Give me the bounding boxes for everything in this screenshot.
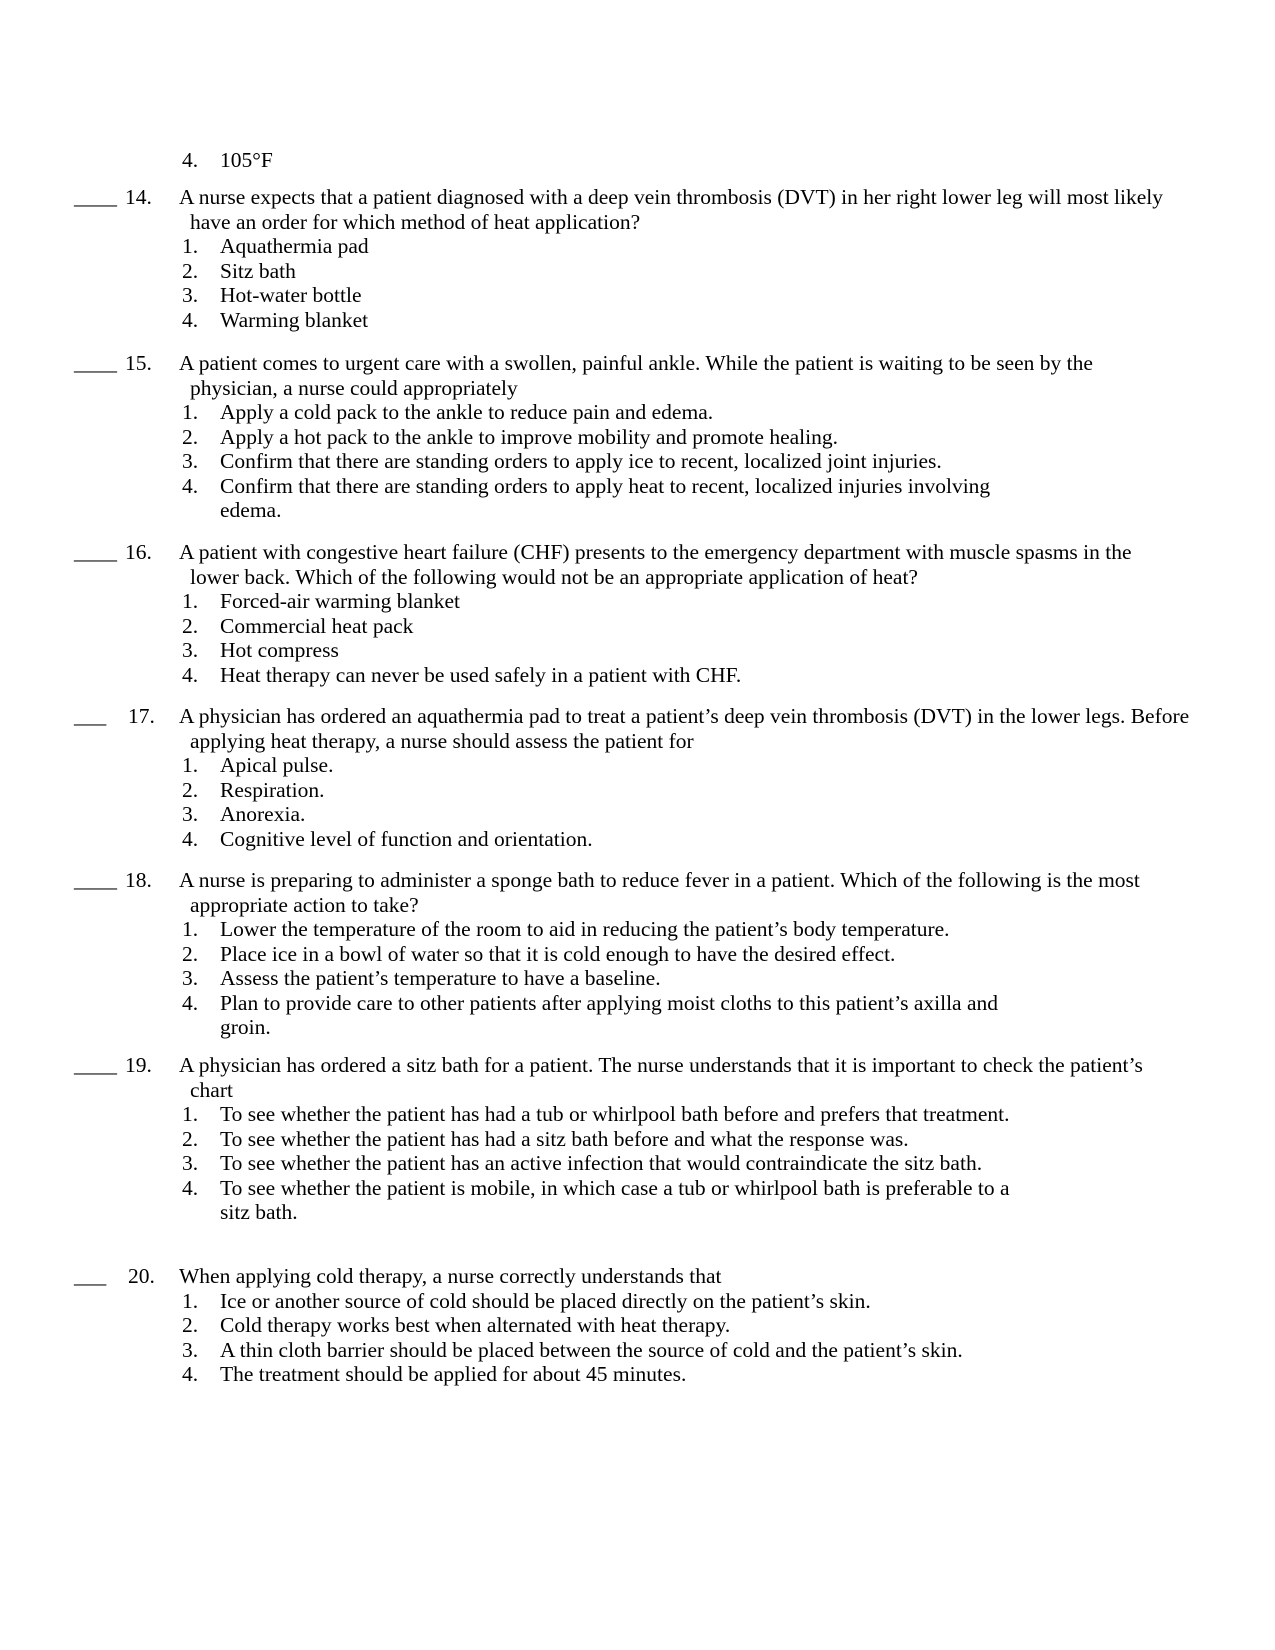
- option-list: [182, 400, 1042, 523]
- answer-blank[interactable]: ___: [74, 1264, 107, 1288]
- option-text: Confirm that there are standing orders to apply ice to recent, localized joint injuries.: [220, 449, 942, 473]
- option: [182, 259, 1042, 284]
- option: [182, 1362, 1042, 1387]
- option: [182, 1338, 1042, 1363]
- option-list: [182, 1102, 1042, 1225]
- option-number: 3.: [182, 283, 199, 307]
- option-number: 1.: [182, 1102, 199, 1126]
- option-number: 3.: [182, 449, 199, 473]
- option-number: 3.: [182, 802, 199, 826]
- option: [182, 663, 1042, 688]
- option: [182, 148, 1182, 173]
- answer-blank[interactable]: ____: [74, 351, 117, 375]
- option-text: Forced-air warming blanket: [220, 589, 460, 613]
- question-number: 14.: [125, 185, 152, 209]
- option-text: To see whether the patient is mobile, in which case a tub or whirlpool bath is preferable to a sitz bath.: [220, 1175, 1010, 1224]
- option-text: Cognitive level of function and orientation.: [220, 826, 593, 851]
- question-stem: A nurse is preparing to administer a sponge bath to reduce fever in a patient. Which of the following is the most appropriate action to take?: [179, 868, 1140, 917]
- option: [182, 827, 1042, 852]
- question-16: [0, 540, 1240, 687]
- option-list: [182, 753, 1042, 851]
- option-text: Anorexia.: [220, 802, 306, 826]
- option-text: Sitz bath: [220, 258, 296, 283]
- option-text: Apply a hot pack to the ankle to improve mobility and promote healing.: [220, 424, 838, 449]
- option-number: 2.: [182, 941, 199, 966]
- option: [182, 234, 1042, 259]
- option-number: 1.: [182, 589, 199, 613]
- question-stem: A physician has ordered a sitz bath for a patient. The nurse understands that it is important to check the patient’s chart: [179, 1053, 1143, 1102]
- option-number: 3.: [182, 966, 199, 990]
- question-number: 20.: [128, 1264, 155, 1288]
- answer-blank[interactable]: ____: [74, 540, 117, 564]
- option-list: [182, 589, 1042, 687]
- option-text: To see whether the patient has had a sitz bath before and what the response was.: [220, 1126, 909, 1151]
- answer-blank[interactable]: ___: [74, 704, 107, 728]
- option-number: 4.: [182, 1362, 199, 1386]
- option-number: 2.: [182, 424, 199, 449]
- option-number: 2.: [182, 1313, 199, 1337]
- option: [182, 1176, 1042, 1225]
- option-text: Hot compress: [220, 638, 339, 662]
- option-number: 4.: [182, 307, 199, 332]
- option-text: Plan to provide care to other patients after applying moist cloths to this patient’s axilla and groin.: [220, 990, 998, 1039]
- question-stem: A patient comes to urgent care with a swollen, painful ankle. While the patient is waiting to be seen by the physician, a nurse could appropriately: [179, 351, 1093, 400]
- option-text: Apical pulse.: [220, 753, 334, 777]
- answer-blank[interactable]: ____: [74, 1053, 117, 1077]
- option: [182, 1289, 1042, 1314]
- option: [182, 589, 1042, 614]
- option: [182, 400, 1042, 425]
- question-17: [0, 704, 1240, 851]
- option: [182, 991, 1042, 1040]
- option-text: 105°F: [220, 148, 273, 172]
- option-text: Confirm that there are standing orders to apply heat to recent, localized injuries involving edema.: [220, 473, 991, 522]
- question-number: 16.: [125, 540, 152, 564]
- option-text: Lower the temperature of the room to aid in reducing the patient’s body temperature.: [220, 917, 950, 941]
- question-number: 17.: [128, 704, 155, 728]
- option-text: To see whether the patient has had a tub or whirlpool bath before and prefers that treatment.: [220, 1102, 1010, 1126]
- option-number: 2.: [182, 777, 199, 802]
- option-number: 1.: [182, 917, 199, 941]
- option-text: Warming blanket: [220, 307, 369, 332]
- question-18: [0, 868, 1240, 1040]
- option-number: 4.: [182, 826, 199, 851]
- option-number: 1.: [182, 753, 199, 777]
- option-text: Heat therapy can never be used safely in a patient with CHF.: [220, 662, 742, 687]
- option-text: Ice or another source of cold should be placed directly on the patient’s skin.: [220, 1288, 871, 1313]
- option: [182, 802, 1042, 827]
- option-number: 2.: [182, 258, 199, 283]
- option-text: Hot-water bottle: [220, 283, 362, 307]
- option-number: 3.: [182, 638, 199, 662]
- option-number: 1.: [182, 1288, 199, 1313]
- question-number: 18.: [125, 868, 152, 892]
- answer-blank[interactable]: ____: [74, 868, 117, 892]
- option-text: Assess the patient’s temperature to have a baseline.: [220, 966, 661, 990]
- question-number: 15.: [125, 351, 152, 375]
- option: [182, 449, 1042, 474]
- option-number: 2.: [182, 613, 199, 638]
- option: [182, 614, 1042, 639]
- question-number: 19.: [125, 1053, 152, 1077]
- question-19: [0, 1053, 1240, 1225]
- option: [182, 1102, 1042, 1127]
- option: [182, 1313, 1042, 1338]
- question-15: [0, 351, 1240, 523]
- option: [182, 638, 1042, 663]
- option-list: [182, 1289, 1042, 1387]
- option: [182, 942, 1042, 967]
- question-stem: A nurse expects that a patient diagnosed with a deep vein thrombosis (DVT) in her right lower leg will most likely have an order for which method of heat application?: [179, 185, 1164, 234]
- option-list: [182, 917, 1042, 1040]
- answer-blank[interactable]: ____: [74, 185, 117, 209]
- option-number: 2.: [182, 1126, 199, 1151]
- option-text: Aquathermia pad: [220, 234, 369, 258]
- option-text: Cold therapy works best when alternated with heat therapy.: [220, 1313, 731, 1337]
- option-number: 3.: [182, 1151, 199, 1175]
- option-list: [182, 234, 1042, 332]
- option: [182, 283, 1042, 308]
- question-20: [0, 1264, 1240, 1387]
- question-stem: A physician has ordered an aquathermia pad to treat a patient’s deep vein thrombosis (DVT) in the lower legs. Before applying heat therapy, a nurse should assess the patient for: [179, 704, 1190, 753]
- option-number: 4.: [182, 1175, 199, 1200]
- question-stem: When applying cold therapy, a nurse correctly understands that: [179, 1264, 722, 1288]
- option-number: 1.: [182, 234, 199, 258]
- question-14: [0, 185, 1240, 332]
- option: [182, 966, 1042, 991]
- option: [182, 425, 1042, 450]
- option: [182, 1151, 1042, 1176]
- option-number: 4.: [182, 473, 199, 498]
- option: [182, 1127, 1042, 1152]
- option: [182, 474, 1042, 523]
- option-number: 3.: [182, 1337, 199, 1362]
- option-number: 4.: [182, 990, 199, 1015]
- option: [182, 917, 1042, 942]
- continued-options: [182, 148, 1182, 173]
- option: [182, 778, 1042, 803]
- option-text: A thin cloth barrier should be placed between the source of cold and the patient’s skin.: [220, 1337, 963, 1362]
- option-text: Place ice in a bowl of water so that it is cold enough to have the desired effect.: [220, 941, 896, 966]
- question-stem: A patient with congestive heart failure (CHF) presents to the emergency department with muscle spasms in the lower back. Which of the following would not be an appropriate application of heat?: [179, 540, 1132, 589]
- option-text: The treatment should be applied for about 45 minutes.: [220, 1362, 687, 1386]
- option-number: 4.: [182, 148, 199, 172]
- option-number: 1.: [182, 400, 199, 424]
- option-text: Apply a cold pack to the ankle to reduce pain and edema.: [220, 400, 714, 424]
- option: [182, 753, 1042, 778]
- option-text: To see whether the patient has an active infection that would contraindicate the sitz bath.: [220, 1151, 983, 1175]
- option-number: 4.: [182, 662, 199, 687]
- option-text: Respiration.: [220, 777, 325, 802]
- option-text: Commercial heat pack: [220, 613, 414, 638]
- option: [182, 308, 1042, 333]
